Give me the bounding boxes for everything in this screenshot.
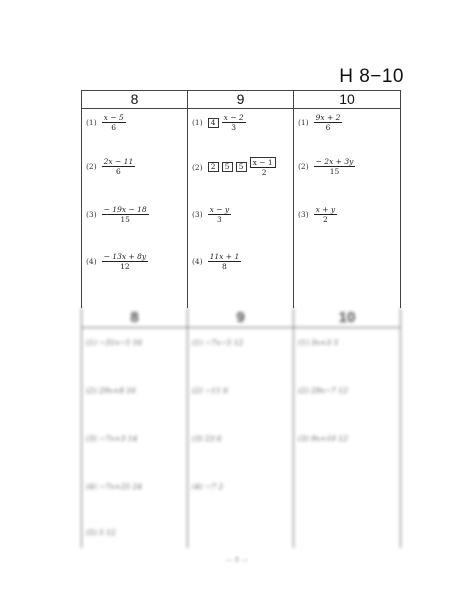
denominator: 3 xyxy=(231,123,237,132)
answer-table-top xyxy=(81,90,401,308)
denominator: 15 xyxy=(120,215,130,224)
item-number: (4) xyxy=(192,257,203,266)
denominator: 2 xyxy=(261,168,267,177)
column-header: 8 xyxy=(82,91,187,109)
answer-item: (2) 29x−7 12 xyxy=(298,386,348,395)
item-number: (1) xyxy=(192,118,203,127)
column-header: 8 xyxy=(82,308,187,328)
numerator: x + y xyxy=(315,205,336,214)
answer-8-1 xyxy=(86,113,126,132)
numerator: x − 2 xyxy=(223,113,244,122)
answer-item: (3) 23 6 xyxy=(192,434,222,443)
numerator: x − 5 xyxy=(103,113,124,122)
column-8 xyxy=(82,91,188,308)
answer-item: (1) −31x−5 16 xyxy=(86,338,143,347)
answer-item: (2) 29x+8 16 xyxy=(86,386,136,395)
page-number: — 8 — xyxy=(225,556,249,564)
answer-item: (1) 3x+3 5 xyxy=(298,338,339,347)
answer-9-4 xyxy=(192,252,241,271)
item-number: (1) xyxy=(86,118,97,127)
denominator: 6 xyxy=(116,167,121,176)
numerator: x − 1 xyxy=(250,157,276,168)
numerator: − 2x + 3y xyxy=(315,157,354,166)
column-9 xyxy=(188,308,294,548)
answer-9-3 xyxy=(192,205,231,224)
answer-10-3 xyxy=(298,205,337,224)
answer-item: (3) 9x+10 12 xyxy=(298,434,348,443)
answer-item: (4) −7x+25 24 xyxy=(86,482,143,491)
denominator: 6 xyxy=(325,123,331,132)
denominator: 15 xyxy=(329,167,340,176)
answer-8-3 xyxy=(86,205,149,224)
fraction xyxy=(222,113,246,132)
denominator: 12 xyxy=(120,262,130,271)
numerator: − 13x + 8y xyxy=(103,252,147,261)
item-number: (2) xyxy=(298,162,309,171)
column-8 xyxy=(82,308,188,548)
answer-8-2 xyxy=(86,157,135,176)
answer-9-1 xyxy=(192,113,246,132)
fraction xyxy=(314,113,343,132)
answer-box: 2 xyxy=(208,162,219,172)
fraction xyxy=(314,205,338,224)
column-10 xyxy=(294,308,400,548)
answer-item: (1) −7x−5 12 xyxy=(192,338,244,347)
answer-item: (2) −11 6 xyxy=(192,386,228,395)
denominator: 6 xyxy=(111,123,117,132)
item-number: (3) xyxy=(298,210,309,219)
answer-8-4 xyxy=(86,252,148,271)
column-header: 10 xyxy=(294,91,400,109)
answer-table-bottom-blurred xyxy=(81,308,401,548)
numerator: 9x + 2 xyxy=(315,113,341,122)
denominator: 2 xyxy=(323,215,328,224)
fraction xyxy=(102,252,149,271)
answer-item: (5) 5 12 xyxy=(86,528,116,537)
item-number: (2) xyxy=(192,162,203,172)
answer-box: 4 xyxy=(208,118,219,128)
column-header: 10 xyxy=(294,308,400,328)
item-number: (3) xyxy=(86,210,97,219)
numerator: 2x − 11 xyxy=(103,157,134,166)
page-title: H 8−10 xyxy=(339,66,404,87)
column-9 xyxy=(188,91,294,308)
answer-10-2 xyxy=(298,157,355,176)
item-number: (3) xyxy=(192,210,203,219)
answer-10-1 xyxy=(298,113,342,132)
item-number: (4) xyxy=(86,257,97,266)
numerator: x − y xyxy=(209,205,230,214)
fraction xyxy=(314,157,356,176)
denominator: 3 xyxy=(217,215,222,224)
answer-9-2 xyxy=(192,157,279,177)
column-10 xyxy=(294,91,400,308)
fraction xyxy=(208,252,242,271)
denominator: 8 xyxy=(222,262,227,271)
column-header: 9 xyxy=(188,91,293,109)
item-number: (1) xyxy=(298,118,309,127)
answer-item: (4) −7 2 xyxy=(192,482,224,491)
fraction xyxy=(102,205,149,224)
answer-item: (3) −7x+3 14 xyxy=(86,434,138,443)
numerator: − 19x − 18 xyxy=(103,205,147,214)
fraction xyxy=(102,113,126,132)
fraction xyxy=(250,157,279,177)
fraction xyxy=(208,205,232,224)
fraction xyxy=(102,157,136,176)
answer-box: 5 xyxy=(222,162,233,172)
numerator: 11x + 1 xyxy=(209,252,240,261)
answer-box: 5 xyxy=(236,162,247,172)
column-header: 9 xyxy=(188,308,293,328)
item-number: (2) xyxy=(86,162,97,171)
